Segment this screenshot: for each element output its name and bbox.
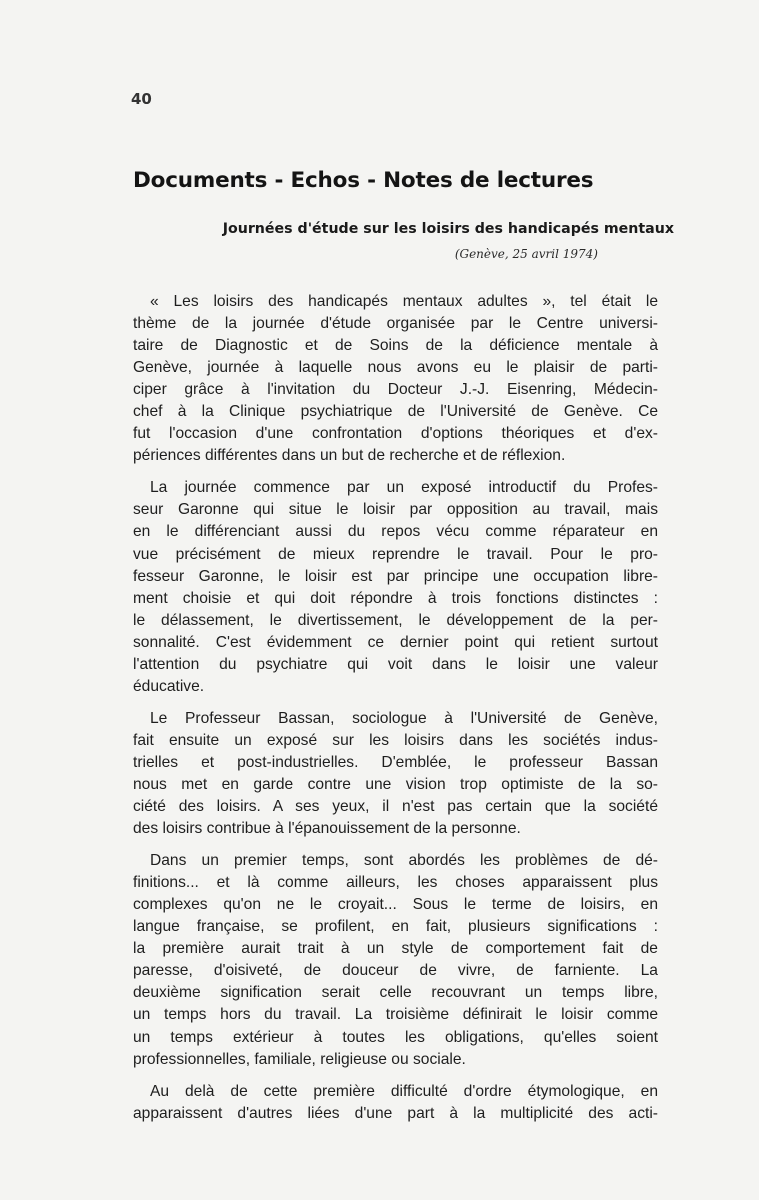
text-line: taire de Diagnostic et de Soins de la déficience mentale à [133, 337, 658, 355]
paragraph [133, 477, 658, 697]
text-line: La journée commence par un exposé introductif du Profes- [150, 479, 658, 497]
text-line: éducative. [133, 677, 205, 695]
text-line: Le Professeur Bassan, sociologue à l'Université de Genève, [150, 709, 658, 727]
text-line: deuxième signification serait celle recouvrant un temps libre, [133, 984, 658, 1002]
text-line: complexes qu'on ne le croyait... Sous le terme de loisirs, en [133, 896, 658, 914]
text-line: chef à la Clinique psychiatrique de l'Université de Genève. Ce [133, 403, 658, 421]
text-line: l'attention du psychiatre qui voit dans le loisir une valeur [133, 655, 658, 673]
text-line: finitions... et là comme ailleurs, les choses apparaissent plus [133, 874, 658, 892]
paragraph [133, 291, 658, 467]
text-line: langue française, se profilent, en fait, plusieurs significations : [133, 918, 658, 936]
text-line: en le différenciant aussi du repos vécu comme réparateur en [133, 523, 658, 541]
text-line: paresse, d'oisiveté, de douceur de vivre, de farniente. La [133, 962, 658, 980]
article-dateline: (Genève, 25 avril 1974) [454, 247, 598, 261]
text-line: « Les loisirs des handicapés mentaux adultes », tel était le [150, 293, 658, 310]
text-line: Au delà de cette première difficulté d'ordre étymologique, en [150, 1082, 658, 1100]
paragraph [133, 850, 658, 1070]
article-body [133, 291, 658, 1135]
text-line: apparaissent d'autres liées d'une part à la multiplicité des acti- [133, 1104, 658, 1122]
text-line: trielles et post-industrielles. D'emblée, le professeur Bassan [133, 753, 658, 771]
page-number: 40 [131, 90, 152, 108]
text-line: la première aurait trait à un style de comportement fait de [133, 940, 658, 958]
text-line: ciété des loisirs. A ses yeux, il n'est pas certain que la société [133, 798, 658, 816]
text-line: Genève, journée à laquelle nous avons eu le plaisir de parti- [133, 359, 658, 377]
text-line: fesseur Garonne, le loisir est par principe une occupation libre- [133, 567, 658, 585]
text-line: seur Garonne qui situe le loisir par opposition au travail, mais [133, 501, 658, 519]
text-line: sonnalité. C'est évidemment ce dernier point qui retient surtout [133, 633, 658, 651]
text-line: fut l'occasion d'une confrontation d'options théoriques et d'ex- [133, 425, 658, 443]
text-line: professionnelles, familiale, religieuse ou sociale. [133, 1050, 466, 1068]
text-line: Dans un premier temps, sont abordés les problèmes de dé- [150, 852, 658, 870]
text-line: vue précisément de mieux reprendre le travail. Pour le pro- [133, 545, 658, 563]
paragraph [133, 708, 658, 840]
text-line: thème de la journée d'étude organisée par le Centre universi- [133, 315, 658, 333]
article-title: Journées d'étude sur les loisirs des handicapés mentaux [222, 221, 674, 237]
text-line: fait ensuite un exposé sur les loisirs dans les sociétés indus- [133, 731, 658, 749]
text-line: le délassement, le divertissement, le développement de la per- [133, 611, 658, 629]
text-line: ment choisie et qui doit répondre à trois fonctions distinctes : [133, 589, 658, 607]
text-line: un temps extérieur à toutes les obligations, qu'elles soient [133, 1028, 658, 1046]
text-line: un temps hors du travail. La troisième définirait le loisir comme [133, 1006, 658, 1024]
section-title: Documents - Echos - Notes de lectures [133, 168, 594, 193]
text-line: ciper grâce à l'invitation du Docteur J.-J. Eisenring, Médecin- [133, 381, 658, 399]
paragraph [133, 1081, 658, 1125]
text-line: nous met en garde contre une vision trop optimiste de la so- [133, 775, 658, 793]
text-line: des loisirs contribue à l'épanouissement de la personne. [133, 820, 521, 838]
text-line: périences différentes dans un but de recherche et de réflexion. [133, 447, 566, 465]
